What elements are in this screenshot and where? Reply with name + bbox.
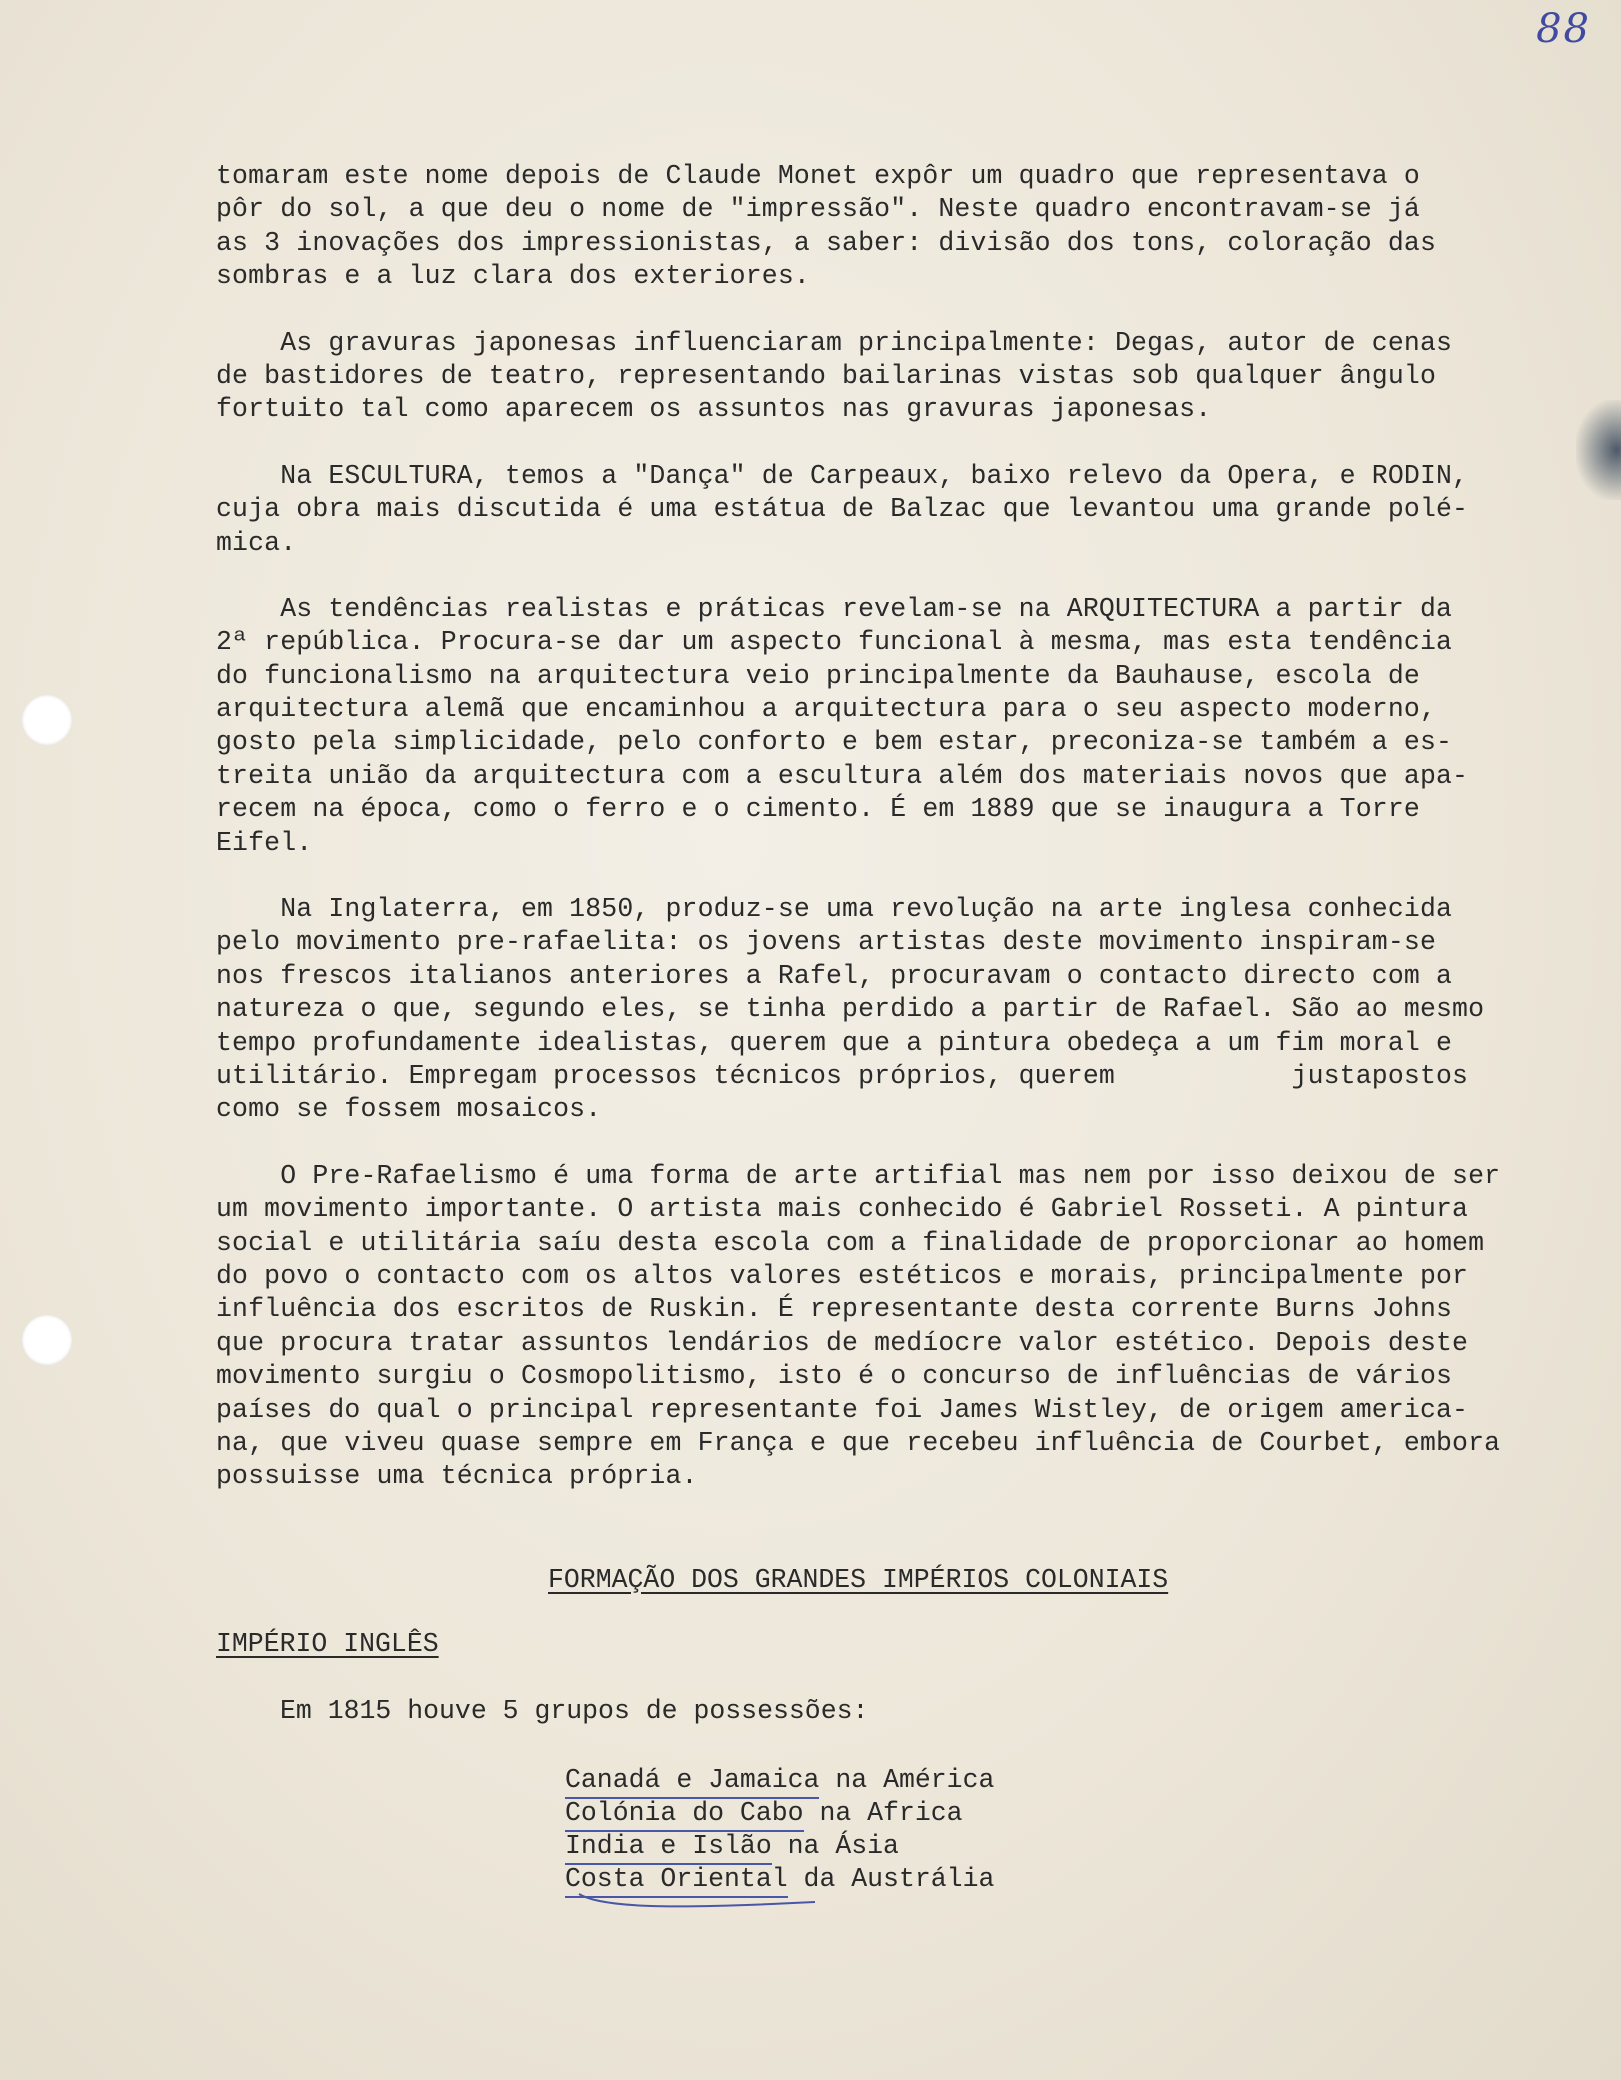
text-line: tomaram este nome depois de Claude Monet expôr um quadro que representava o bbox=[216, 161, 1420, 191]
handwritten-page-number: 88 bbox=[1536, 6, 1591, 52]
text-line: 2ª república. Procura-se dar um aspecto funcional à mesma, mas esta tendência bbox=[216, 627, 1453, 658]
paragraph bbox=[216, 893, 1576, 1127]
text-line: do funcionalismo na arquitectura veio principalmente da Bauhause, escola de bbox=[216, 660, 1420, 691]
text-line: possuisse uma técnica própria. bbox=[216, 1461, 698, 1492]
possession-item bbox=[565, 1830, 994, 1863]
text-line: utilitário. Empregam processos técnicos próprios, querem justapostos bbox=[216, 1060, 1469, 1091]
text-line: tempo profundamente idealistas, querem que a pintura obedeça a um fim moral e bbox=[216, 1027, 1453, 1058]
possession-place: Canadá e Jamaica bbox=[565, 1765, 819, 1799]
text-line: nos frescos italianos anteriores a Rafel, procuravam o contacto directo com a bbox=[216, 960, 1453, 991]
text-line: cuja obra mais discutida é uma estátua de Balzac que levantou uma grande polé- bbox=[216, 494, 1469, 525]
text-line: As gravuras japonesas influenciaram principalmente: Degas, autor de cenas bbox=[216, 327, 1453, 358]
ink-smudge bbox=[1576, 400, 1621, 500]
text-line: Na Inglaterra, em 1850, produz-se uma revolução na arte inglesa conhecida bbox=[216, 894, 1453, 925]
text-line: sombras e a luz clara dos exteriores. bbox=[216, 261, 810, 292]
paragraph bbox=[216, 327, 1576, 427]
punch-hole-lower bbox=[22, 1315, 72, 1365]
text-line: movimento surgiu o Cosmopolitismo, isto é o concurso de influências de vários bbox=[216, 1361, 1453, 1392]
possession-region: na América bbox=[819, 1765, 995, 1795]
text-line: pelo movimento pre-rafaelita: os jovens artistas deste movimento inspiram-se bbox=[216, 927, 1436, 958]
section-title: FORMAÇÃO DOS GRANDES IMPÉRIOS COLONIAIS bbox=[548, 1565, 1169, 1595]
paragraph bbox=[216, 160, 1576, 294]
text-line: pôr do sol, a que deu o nome de "impressão". Neste quadro encontravam-se já bbox=[216, 194, 1420, 225]
possession-place: India e Islão bbox=[565, 1831, 772, 1865]
text-line: influência dos escritos de Ruskin. É representante desta corrente Burns Johns bbox=[216, 1294, 1453, 1325]
pen-underline-flourish bbox=[575, 1888, 825, 1914]
paragraph bbox=[216, 1160, 1576, 1494]
possession-item bbox=[565, 1797, 994, 1830]
possession-region: na Africa bbox=[803, 1798, 963, 1828]
text-line: que procura tratar assuntos lendários de medíocre valor estético. Depois deste bbox=[216, 1327, 1469, 1358]
possessions-list bbox=[565, 1764, 994, 1896]
text-line: as 3 inovações dos impressionistas, a saber: divisão dos tons, coloração das bbox=[216, 227, 1436, 258]
text-line: As tendências realistas e práticas revelam-se na ARQUITECTURA a partir da bbox=[216, 593, 1453, 624]
text-line: O Pre-Rafaelismo é uma forma de arte artifial mas nem por isso deixou de ser bbox=[216, 1160, 1501, 1191]
text-line: como se fossem mosaicos. bbox=[216, 1094, 602, 1125]
text-line: países do qual o principal representante foi James Wistley, de origem america- bbox=[216, 1394, 1469, 1425]
paragraph bbox=[216, 460, 1576, 560]
body-text bbox=[216, 160, 1576, 1527]
text-line: social e utilitária saíu desta escola com a finalidade de proporcionar ao homem bbox=[216, 1227, 1485, 1258]
text-line: de bastidores de teatro, representando bailarinas vistas sob qualquer ângulo bbox=[216, 360, 1436, 391]
text-line: um movimento importante. O artista mais conhecido é Gabriel Rosseti. A pintura bbox=[216, 1194, 1469, 1225]
text-line: do povo o contacto com os altos valores estéticos e morais, principalmente por bbox=[216, 1260, 1469, 1291]
text-line: fortuito tal como aparecem os assuntos nas gravuras japonesas. bbox=[216, 394, 1212, 425]
possession-place: Costa Oriental bbox=[565, 1864, 788, 1898]
text-line: mica. bbox=[216, 527, 297, 558]
text-line: recem na época, como o ferro e o cimento. É em 1889 que se inaugura a Torre bbox=[216, 794, 1420, 825]
text-line: natureza o que, segundo eles, se tinha perdido a partir de Rafael. São ao mesmo bbox=[216, 994, 1485, 1025]
text-line: treita união da arquitectura com a escultura além dos materiais novos que apa- bbox=[216, 760, 1469, 791]
punch-hole-upper bbox=[22, 695, 72, 745]
possession-place: Colónia do Cabo bbox=[565, 1798, 804, 1832]
text-line: Na ESCULTURA, temos a "Dança" de Carpeaux, baixo relevo da Opera, e RODIN, bbox=[216, 460, 1469, 491]
possessions-intro: Em 1815 houve 5 grupos de possessões: bbox=[280, 1696, 869, 1726]
text-line: arquitectura alemã que encaminhou a arquitectura para o seu aspecto moderno, bbox=[216, 694, 1436, 725]
text-line: Eifel. bbox=[216, 827, 313, 858]
text-line: na, que viveu quase sempre em França e que recebeu influência de Courbet, embora bbox=[216, 1427, 1501, 1458]
possession-region: na Ásia bbox=[771, 1831, 899, 1861]
possession-item bbox=[565, 1764, 994, 1797]
section-subtitle: IMPÉRIO INGLÊS bbox=[216, 1629, 439, 1659]
paragraph bbox=[216, 593, 1576, 860]
possession-region: da Austrália bbox=[787, 1864, 995, 1894]
text-line: gosto pela simplicidade, pelo conforto e bem estar, preconiza-se também a es- bbox=[216, 727, 1453, 758]
